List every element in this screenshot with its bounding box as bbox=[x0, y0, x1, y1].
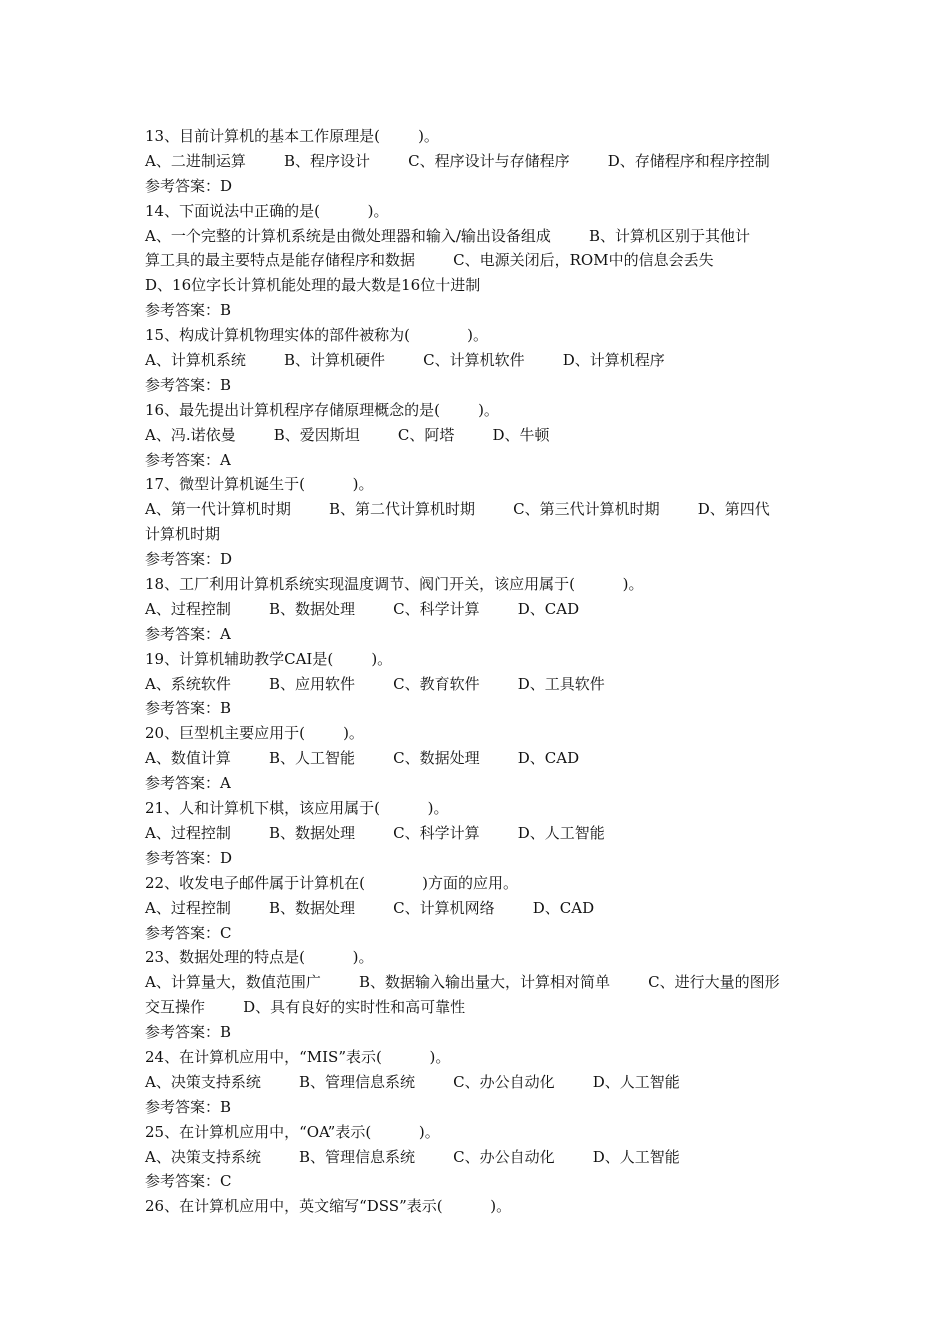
text-line: A、一个完整的计算机系统是由微处理器和输入/输出设备组成 B、计算机区别于其他计 bbox=[145, 226, 751, 245]
text-line: 参考答案：B bbox=[145, 1023, 232, 1042]
text-line: A、计算量大，数值范围广 B、数据输入输出量大，计算相对简单 C、进行大量的图形 bbox=[145, 973, 780, 992]
text-line: 参考答案：C bbox=[145, 923, 232, 942]
text-line: A、第一代计算机时期 B、第二代计算机时期 C、第三代计算机时期 D、第四代 bbox=[145, 500, 770, 519]
text-line: 计算机时期 bbox=[145, 525, 221, 544]
text-line: 15、构成计算机物理实体的部件被称为( )。 bbox=[145, 326, 489, 345]
text-line: 参考答案：D bbox=[145, 848, 233, 867]
text-line: 19、计算机辅助教学CAI是( )。 bbox=[145, 649, 393, 668]
text-line: A、数值计算 B、人工智能 C、数据处理 D、CAD bbox=[145, 749, 580, 768]
text-line: A、系统软件 B、应用软件 C、教育软件 D、工具软件 bbox=[145, 674, 605, 693]
text-line: A、决策支持系统 B、管理信息系统 C、办公自动化 D、人工智能 bbox=[145, 1072, 680, 1091]
text-line: 参考答案：D bbox=[145, 176, 233, 195]
text-line: 参考答案：A bbox=[145, 774, 231, 793]
text-line: 参考答案：C bbox=[145, 1172, 232, 1191]
text-line: 参考答案：D bbox=[145, 550, 233, 569]
text-line: 参考答案：B bbox=[145, 301, 232, 320]
text-line: 14、下面说法中正确的是( )。 bbox=[145, 201, 389, 220]
text-line: 20、巨型机主要应用于( )。 bbox=[145, 724, 364, 743]
text-line: 参考答案：A bbox=[145, 624, 231, 643]
text-line: 13、目前计算机的基本工作原理是( )。 bbox=[145, 127, 439, 145]
text-line: 22、收发电子邮件属于计算机在( )方面的应用。 bbox=[145, 873, 519, 892]
text-line: 25、在计算机应用中，“OA”表示( )。 bbox=[145, 1122, 440, 1141]
text-line: A、计算机系统 B、计算机硬件 C、计算机软件 D、计算机程序 bbox=[145, 351, 665, 370]
text-line: 26、在计算机应用中，英文缩写“DSS”表示( )。 bbox=[145, 1197, 512, 1216]
text-line: 18、工厂利用计算机系统实现温度调节、阀门开关，该应用属于( )。 bbox=[145, 575, 644, 594]
text-line: 参考答案：B bbox=[145, 375, 232, 394]
text-line: 算工具的最主要特点是能存储程序和数据 C、电源关闭后，ROM中的信息会丢失 bbox=[145, 251, 714, 270]
text-line: A、过程控制 B、数据处理 C、科学计算 D、人工智能 bbox=[145, 823, 605, 842]
text-line: 交互操作 D、具有良好的实时性和高可靠性 bbox=[145, 998, 466, 1017]
text-line: 参考答案：A bbox=[145, 450, 231, 469]
text-line: 24、在计算机应用中，“MIS”表示( )。 bbox=[145, 1047, 451, 1066]
text-line: A、冯.诺依曼 B、爱因斯坦 C、阿塔 D、牛顿 bbox=[145, 425, 550, 444]
text-line: 17、微型计算机诞生于( )。 bbox=[145, 475, 374, 494]
text-line: D、16位字长计算机能处理的最大数是16位十进制 bbox=[145, 276, 481, 295]
text-line: 参考答案：B bbox=[145, 699, 232, 718]
text-line: A、决策支持系统 B、管理信息系统 C、办公自动化 D、人工智能 bbox=[145, 1147, 680, 1166]
text-line: 16、最先提出计算机程序存储原理概念的是( )。 bbox=[145, 400, 499, 419]
text-line: 23、数据处理的特点是( )。 bbox=[145, 948, 374, 967]
text-line: 参考答案：B bbox=[145, 1097, 232, 1116]
text-line: A、过程控制 B、数据处理 C、科学计算 D、CAD bbox=[145, 599, 580, 618]
text-line: 21、人和计算机下棋，该应用属于( )。 bbox=[145, 799, 449, 818]
text-line: A、过程控制 B、数据处理 C、计算机网络 D、CAD bbox=[145, 898, 595, 917]
text-line: A、二进制运算 B、程序设计 C、程序设计与存储程序 D、存储程序和程序控制 bbox=[145, 151, 770, 170]
